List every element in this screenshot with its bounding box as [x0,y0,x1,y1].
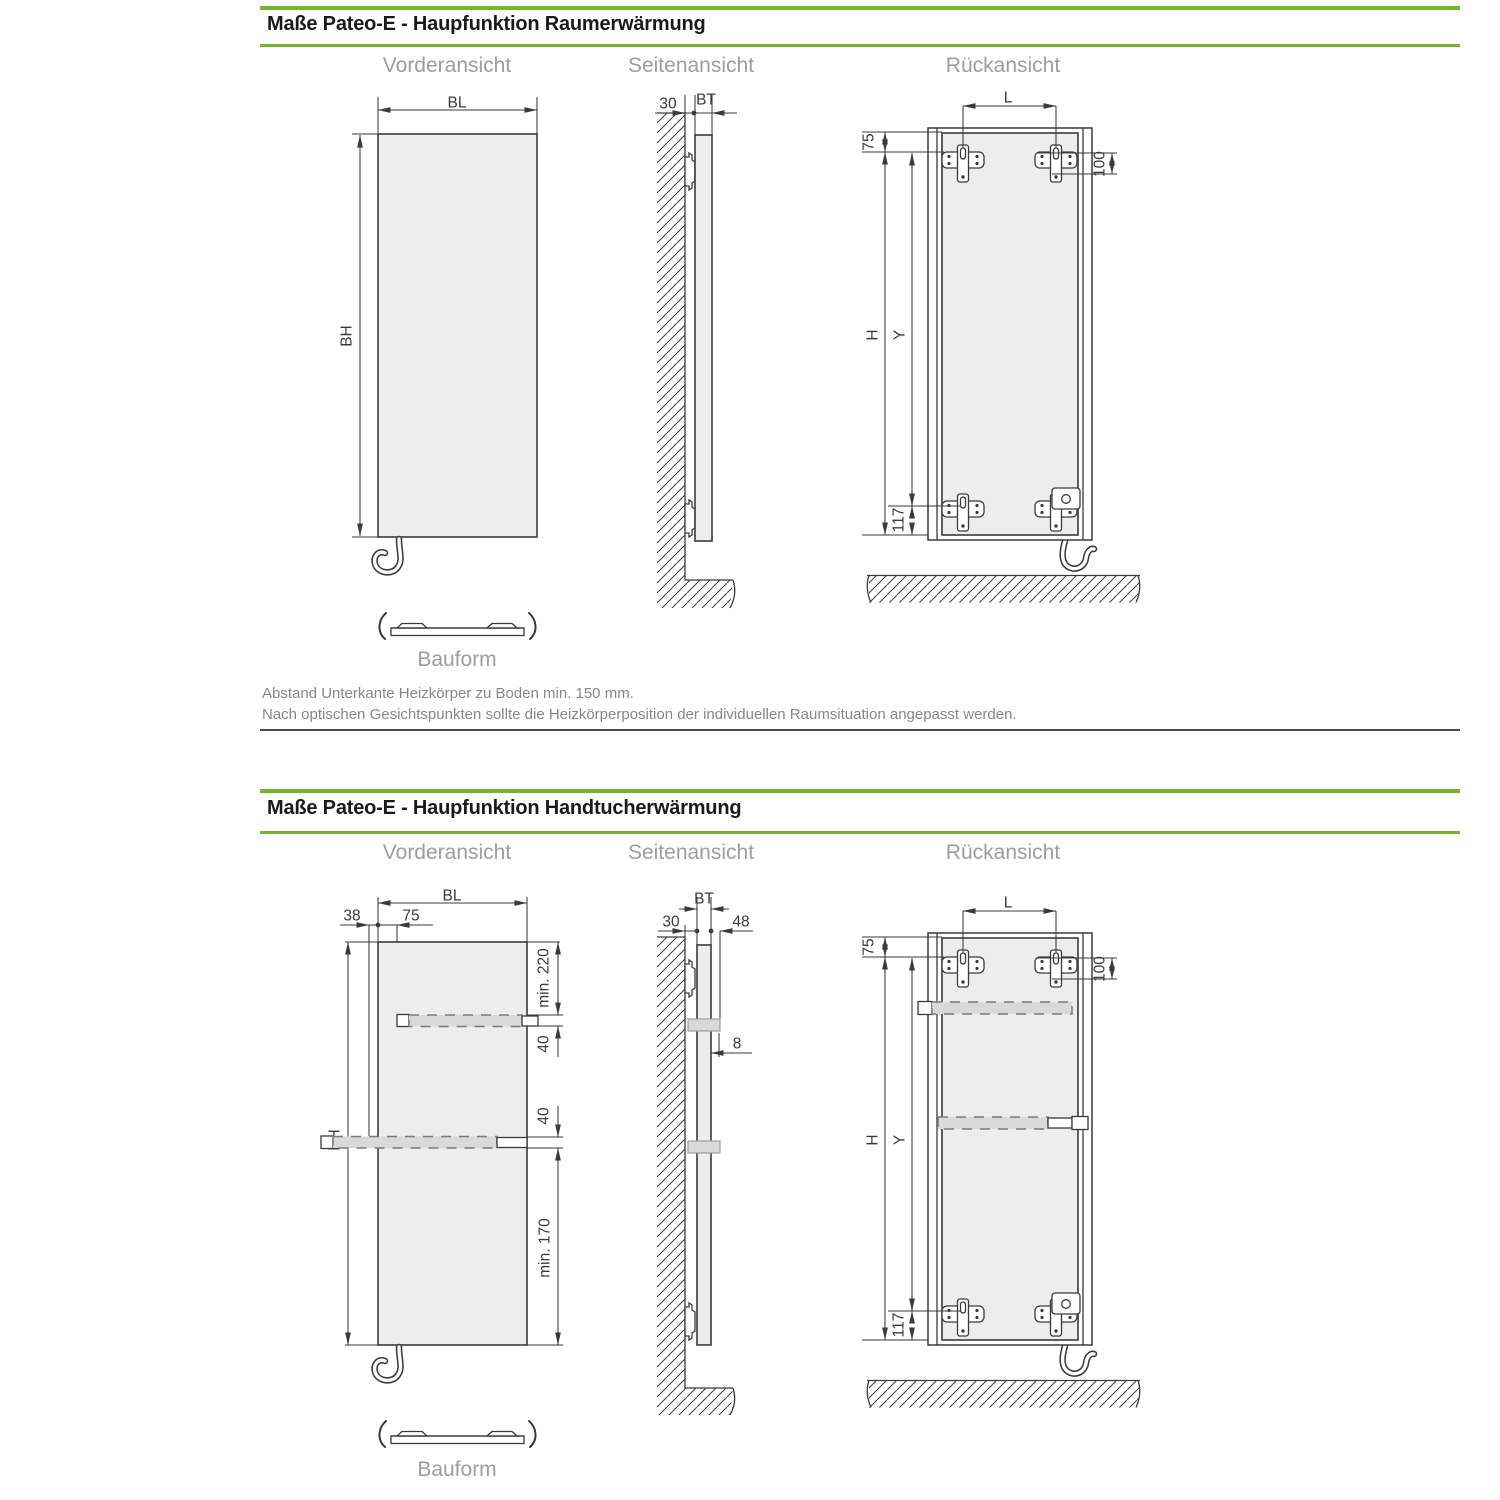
section-divider [260,729,1460,731]
section1-rule-bottom [260,44,1460,47]
dim-label-40: 40 [535,1107,553,1125]
section2-rule-bottom [260,831,1460,834]
dim-label-75: 75 [860,133,878,151]
note-line: Nach optischen Gesichtspunkten sollte die Heizkörperposition der individuellen Raumsituation angepasst werden. [262,706,1017,723]
dim-label-48: 48 [732,913,750,931]
dim-label-38: 38 [343,907,361,925]
radiator-panel-rear [942,938,1078,1340]
dim-label-bh: BH [338,325,356,347]
towel-bar-end [397,1015,409,1027]
dim-label-y: Y [891,329,909,341]
dim-label-75: 75 [860,938,878,956]
towel-bar-end [1048,1118,1072,1128]
towel-bar-upper [409,1015,522,1027]
dim-label-117: 117 [890,507,908,533]
s1-side-view [655,92,737,609]
section1-title: Maße Pateo-E - Haupfunktion Raumerwärmung [267,13,706,35]
power-cable [375,1347,401,1380]
dim-label-min220: min. 220 [535,948,553,1008]
towel-bar-end [918,1002,932,1015]
towel-bar-end [1072,1117,1088,1130]
view-label-rear: Rückansicht [945,841,1061,864]
towel-bar-lower [938,1117,1048,1129]
view-label-rear: Rückansicht [945,54,1061,77]
note-line: Abstand Unterkante Heizkörper zu Boden min. 150 mm. [262,685,634,702]
dim-label-bl: BL [442,887,462,905]
wall-bracket-top [685,153,695,190]
dim-label-min170: min. 170 [536,1218,554,1278]
towel-bar-end [321,1136,333,1149]
floor-hatch [867,576,1140,603]
dim-label-100: 100 [1091,151,1109,177]
bauform-top-view [379,613,535,639]
dim-label-l: L [1003,89,1013,107]
dim-label-bt: BT [694,890,714,908]
towel-bar-upper [932,1002,1072,1014]
view-label-front: Vorderansicht [382,841,512,864]
dim-label-y: Y [891,1134,909,1146]
view-label-side: Seitenansicht [627,841,755,864]
dim-label-h: H [864,329,882,341]
section2-rule-top [260,789,1460,793]
s2-rear-view [861,895,1141,1408]
s1-front-view [339,95,538,640]
wall-bracket-bottom [685,1303,695,1340]
wall-bracket-bottom [685,500,695,537]
view-label-front: Vorderansicht [382,54,512,77]
dim-label-l: L [1003,894,1013,912]
dim-label-40: 40 [535,1035,553,1053]
power-cable [375,539,401,572]
towel-bar-lower [333,1137,497,1149]
wall-and-floor-hatch [657,937,735,1415]
notes-block [262,683,1452,725]
dim-label-117: 117 [890,1312,908,1338]
radiator-panel-front [378,134,537,537]
radiator-panel-rear [942,133,1078,535]
radiator-panel-side [695,135,712,541]
power-cable [1063,1346,1094,1374]
bauform-label: Bauform [417,648,497,671]
floor-hatch [867,1381,1140,1408]
view-label-side: Seitenansicht [627,54,755,77]
bauform-label: Bauform [417,1458,497,1481]
towel-bar-holder [688,1019,720,1031]
dim-label-75: 75 [402,907,420,925]
section2-title: Maße Pateo-E - Haupfunktion Handtucherwärmung [267,797,742,819]
dim-label-100: 100 [1091,956,1109,982]
wall-bracket-top [685,960,695,997]
s1-rear-view [861,90,1141,603]
s2-front-view [321,888,563,1448]
towel-bar-end [522,1016,538,1026]
dim-label-bl: BL [447,94,467,112]
towel-bar-holder [688,1141,720,1153]
towel-bar-end [497,1138,527,1148]
bauform-top-view [379,1421,535,1447]
dim-label-h: H [864,1134,882,1146]
dim-label-30: 30 [662,913,680,931]
power-cable [1063,541,1094,569]
dim-label-bt: BT [696,91,716,109]
s2-side-view [657,891,753,1416]
dim-label-30: 30 [659,95,677,113]
section1-rule-top [260,6,1460,10]
dim-label-8: 8 [732,1035,742,1053]
